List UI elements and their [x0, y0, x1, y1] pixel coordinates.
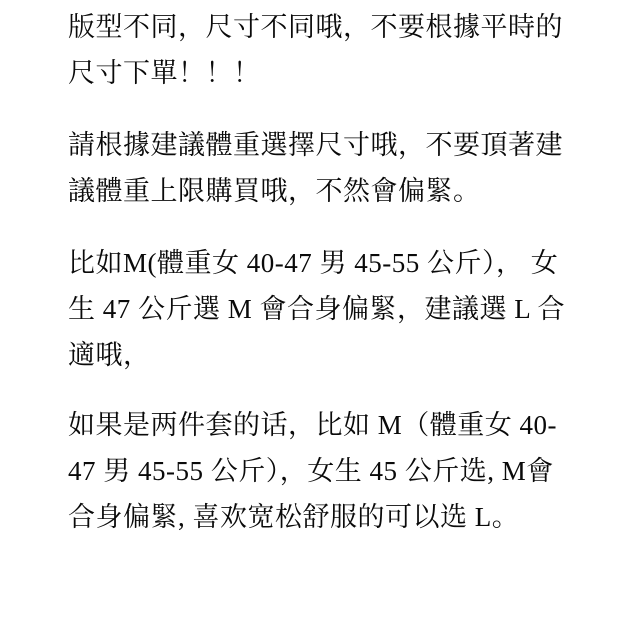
paragraph-example-m-size: 比如M(體重女 40-47 男 45-55 公斤）， 女生 47 公斤選 M 會合身偏緊，建議選 L 合適哦， — [68, 248, 565, 370]
paragraph-weight-advice: 請根據建議體重選擇尺寸哦，不要頂著建議體重上限購買哦，不然會偏緊。 — [68, 130, 563, 206]
paragraph-two-piece-set: 如果是两件套的话，比如 M（體重女 40-47 男 45-55 公斤），女生 45 公斤选, M會合身偏緊, 喜欢宽松舒服的可以选 L。 — [68, 410, 557, 532]
paragraph-sizing-notice: 版型不同，尺寸不同哦，不要根據平時的尺寸下單！！！ — [68, 12, 563, 88]
